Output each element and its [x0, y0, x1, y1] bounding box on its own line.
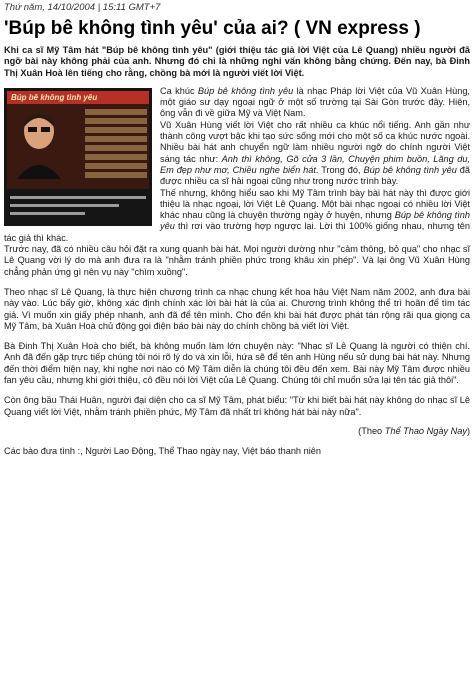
photo-caption-graphic	[10, 196, 146, 220]
album-tracklist-graphic	[85, 109, 147, 181]
album-cover-image	[7, 91, 149, 189]
article-lead: Khi ca sĩ Mỹ Tâm hát "Búp bê không tình yêu" (giới thiệu tác giả lời Việt của Lê Quang) nhiều người đã ngỡ bài này không phải của anh. Nhưng đó chỉ là những nghi vấn không bằng chứng. Đến nay, bà Đinh Thị Xuân Hoà lên tiếng cho rằng, chồng bà mới là người viết lời Việt.	[4, 45, 470, 78]
paragraph-7: Còn ông bầu Thái Huân, người đại diện cho ca sĩ Mỹ Tâm, phát biểu: "Từ khi biết bài hát này không do nhạc sĩ Lê Quang viết lời Việt, nhằm tránh phiền phức, Mỹ Tâm đã nhất trí không hát bài này nữa".	[4, 395, 470, 417]
dateline: Thứ năm, 14/10/2004 | 15:11 GMT+7	[4, 2, 161, 13]
paragraph-1: Ca khúc Búp bê không tình yêu là nhạc Pháp lời Việt của Vũ Xuân Hùng, một giáo sư dạy ngoại ngữ ở một số trường tại Sài Gòn trước đây. Hiện, ông vẫn đi về giữa Mỹ và Việt Nam.	[160, 85, 470, 119]
related-sources: Các bào đưa tình :, Người Lao Động, Thể Thao ngày nay, Việt báo thanh niên	[4, 445, 321, 456]
paragraph-2: Vũ Xuân Hùng viết lời Việt cho rất nhiều ca khúc nổi tiếng. Anh gần như thành công vượt bậc khi tạo sức sống mới cho một số ca khúc nước ngoài. Nhiều bài hát anh chuyển ngữ làm nhiều người ngỡ do chính người Việt sáng tác như: Anh thì không, Gõ cửa 3 lần, Chuyện phim buồn, Lãng du, Em đẹp như mơ, Chiều nghe biển hát. Trong đó, Búp bê không tình yêu đã được nhiều ca sĩ hải ngoại cũng như trong nước trình bày.	[160, 119, 470, 187]
paragraph-6: Bà Đinh Thị Xuân Hoà cho biết, bà không muốn làm lớn chuyện này: "Nhạc sĩ Lê Quang là người có thiện chí. Anh đã đến gặp trực tiếp chúng tôi nói rõ lý do và xin lỗi, hứa sẽ để tên anh Hùng nếu sử dụng bài hát này. Nhưng đến thời điểm hiện nay, khi nghe nơi nào có Mỹ Tâm diễn là chúng tôi đều đến xem. Bài này Mỹ Tâm được nhiều fan yêu cầu, nhưng khi giới thiệu, cô đều nói lời Việt của Lê Quang. Chúng tôi chỉ muốn sửa lại tên tác giả thôi".	[4, 341, 470, 386]
album-photo	[4, 88, 152, 226]
article-body	[4, 86, 470, 456]
article-headline: 'Búp bê không tình yêu' của ai? ( VN express )	[4, 18, 421, 39]
singer-portrait-image	[15, 109, 63, 179]
album-cover-title: Búp bê không tình yêu	[11, 92, 98, 102]
paragraph-5: Theo nhạc sĩ Lê Quang, là thực hiện chương trình ca nhạc chung kết hoa hậu Việt Nam năm 2002, anh đưa bài này vào. Lúc bấy giờ, không xác định chính xác lời bài hát là của ai. Chương trình không thể trì hoãn để tìm tác giả. Vì muốn xin giấy phép nhanh, anh đã để tên mình. Cho đến khi bài hát được phát tán rộng rãi qua giọng ca Mỹ Tâm, bà Xuân Hoà chủ động gọi điện báo bài này do chính chồng bà viết lời Việt.	[4, 286, 470, 331]
paragraph-3: Thế nhưng, không hiểu sao khi Mỹ Tâm trình bày bài hát này thì được giới thiệu là nhạc ngoại, lời Việt Lê Quang. Một bài nhạc ngoại có nhiều lời Việt khác nhau cũng là chuyện thường ngày ở huyện, nhưng Búp bê không tình yêu thì rơi vào trường hợp ngược lại. Lời thì 100% giống nhau, nhưng tên tác giả thì khác.	[4, 187, 470, 243]
article-source: (Theo Thể Thao Ngày Nay)	[358, 425, 470, 436]
paragraph-4: Trước nay, đã có nhiều câu hỏi đặt ra xung quanh bài hát. Mọi người dường như "cảm thông, bỏ qua" cho nhạc sĩ Lê Quang vời lý do mà anh đưa ra là "nhằm tránh phiền phức trong khâu xin phép". Và lại ông Vũ Xuân Hùng chẳng phản ứng gì nên vụ này "chìm xuồng".	[4, 244, 470, 277]
